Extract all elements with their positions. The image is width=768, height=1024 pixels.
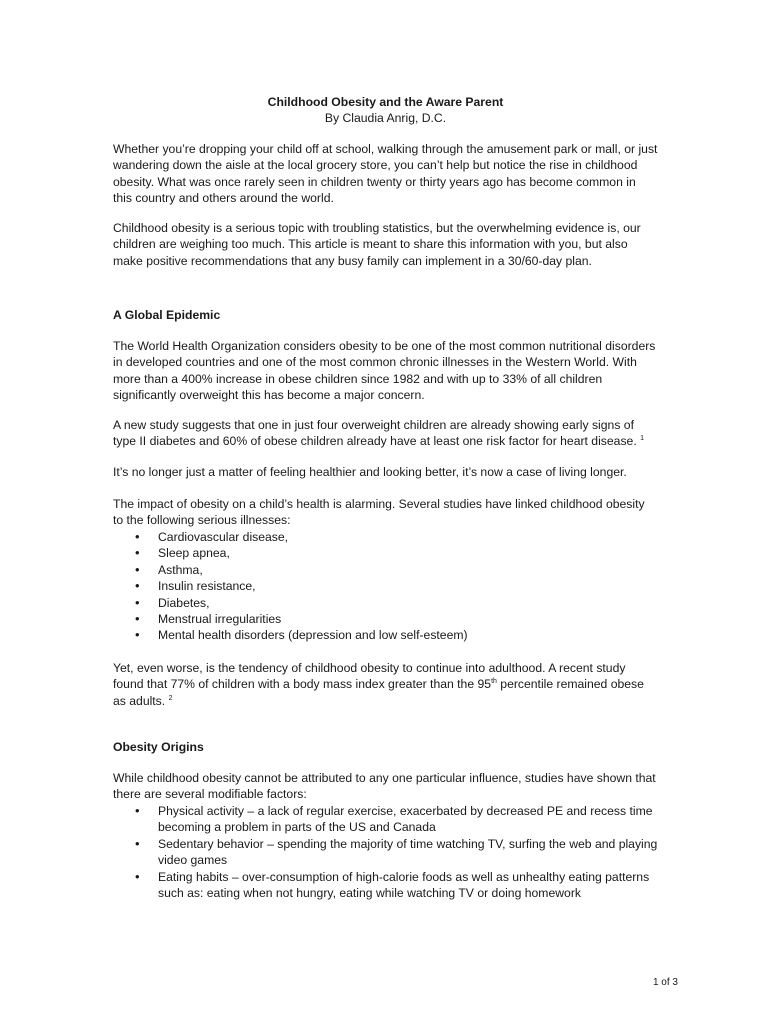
- page-number: 1 of 3: [652, 977, 678, 988]
- list-item: • Diabetes,: [113, 595, 658, 611]
- section-heading-obesity-origins: Obesity Origins: [113, 740, 204, 754]
- list-item: • Cardiovascular disease,: [113, 529, 658, 545]
- intro-paragraph-1: Whether you’re dropping your child off at school, walking through the amusement park or mall, or just wandering down the aisle at the local grocery store, you can’t help but notice the rise in childhood obesity. What was once rarely seen in children twenty or thirty years ago has become common in this country and others around the world.: [113, 142, 658, 206]
- who-paragraph: The World Health Organization considers obesity to be one of the most common nutritional disorders in developed countries and one of the most common chronic illnesses in the Western World. With more than a 400% increase in obese children since 1982 and with up to 33% of all children significantly overweight this has become a major concern.: [113, 339, 656, 403]
- list-item: • Sleep apnea,: [113, 545, 658, 561]
- origins-paragraph: While childhood obesity cannot be attributed to any one particular influence, studies have shown that there are several modifiable factors:: [113, 771, 656, 802]
- list-item: • Mental health disorders (depression and low self-esteem): [113, 627, 658, 643]
- section-heading-global-epidemic: A Global Epidemic: [113, 308, 221, 322]
- adulthood-text-end: percentile remained obese as adults.: [113, 677, 644, 708]
- illness-list: [113, 529, 658, 644]
- list-item: • Eating habits – over-consumption of high-calorie foods as well as unhealthy eating patterns such as: eating when not hungry, eating while watching TV or doing homework: [113, 869, 658, 902]
- adulthood-paragraph: [113, 660, 658, 709]
- living-longer-paragraph: It’s no longer just a matter of feeling healthier and looking better, it’s now a case of living longer.: [113, 465, 627, 479]
- diabetes-paragraph: [113, 417, 658, 450]
- list-item: • Physical activity – a lack of regular exercise, exacerbated by decreased PE and recess time becoming a problem in parts of the US and Canada: [113, 803, 658, 836]
- list-item: • Sedentary behavior – spending the majority of time watching TV, surfing the web and playing video games: [113, 836, 658, 869]
- list-item: • Menstrual irregularities: [113, 611, 658, 627]
- list-item: • Insulin resistance,: [113, 578, 658, 594]
- title-block: [113, 94, 658, 127]
- list-item: • Asthma,: [113, 562, 658, 578]
- document-title: Childhood Obesity and the Aware Parent: [267, 95, 504, 109]
- adulthood-text: Yet, even worse, is the tendency of childhood obesity to continue into adulthood. A recent study found that 77% of children with a body mass index greater than the 95: [113, 661, 626, 692]
- impact-paragraph: The impact of obesity on a child’s health is alarming. Several studies have linked childhood obesity to the following serious illnesses:: [113, 497, 645, 528]
- factor-list: [113, 803, 658, 901]
- percentile-suffix: th: [491, 678, 497, 686]
- footnote-ref-2: 2: [168, 694, 173, 702]
- author-byline: By Claudia Anrig, D.C.: [324, 111, 447, 126]
- footnote-ref-1: 1: [640, 435, 644, 443]
- diabetes-text: A new study suggests that one in just four overweight children are already showing early signs of type II diabetes and 60% of obese children already have at least one risk factor for heart disease.: [113, 418, 637, 449]
- intro-paragraph-2: Childhood obesity is a serious topic with troubling statistics, but the overwhelming evidence is, our children are weighing too much. This article is meant to share this information with you, but also make positive recommendations that any busy family can implement in a 30/60-day plan.: [113, 221, 641, 268]
